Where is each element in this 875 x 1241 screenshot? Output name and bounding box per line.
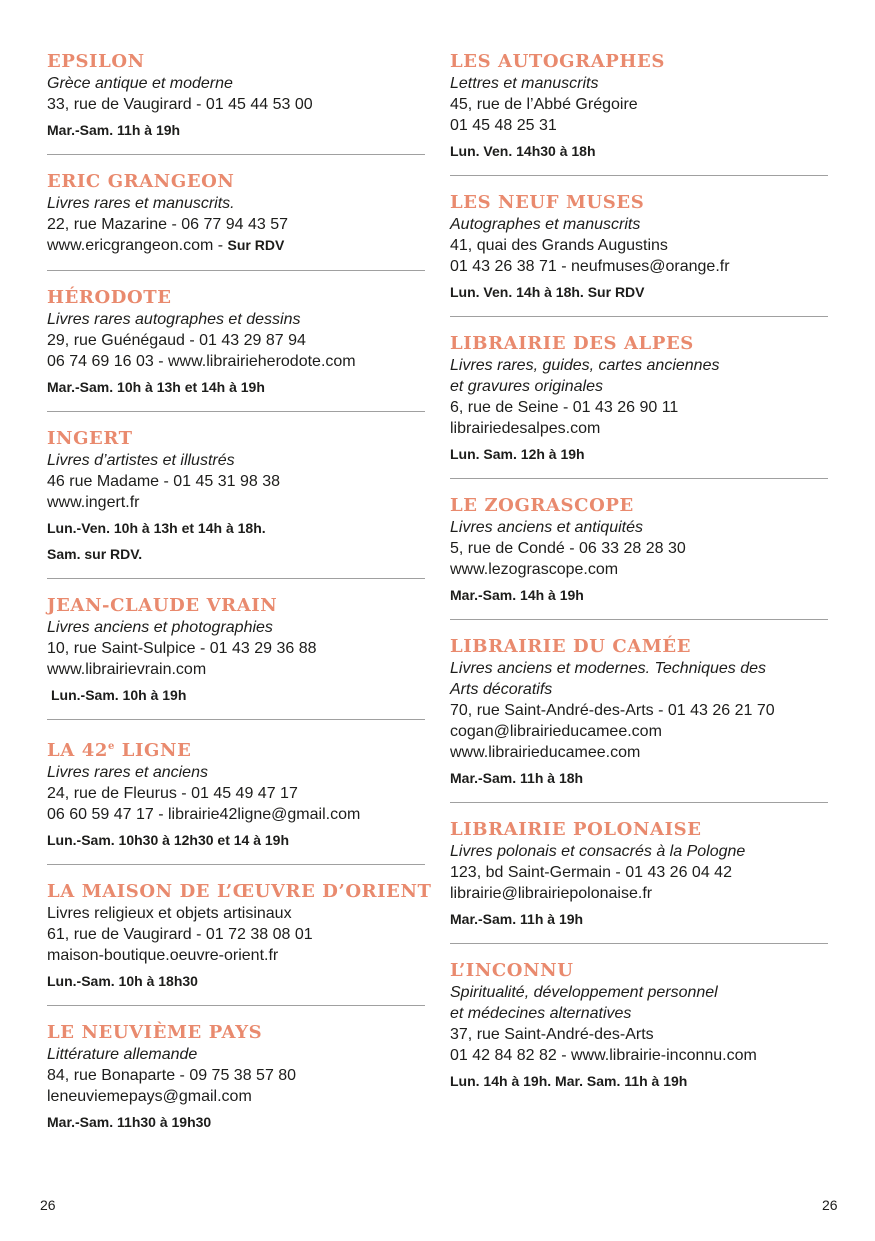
shop-specialty: Grèce antique et moderne (47, 75, 233, 92)
separator (450, 478, 828, 479)
separator (47, 719, 425, 720)
shop-name-suffix: LIGNE (114, 740, 192, 761)
shop-specialty: Livres anciens et antiquités (450, 519, 643, 536)
shop-email: leneuviemepays@gmail.com (47, 1088, 252, 1105)
shop-name: LES NEUF MUSES (450, 192, 645, 213)
separator (450, 802, 828, 803)
separator (47, 411, 425, 412)
shop-name: LA MAISON DE L’ŒUVRE D’ORIENT (47, 881, 432, 902)
shop-address: 22, rue Mazarine - 06 77 94 43 57 (47, 216, 289, 233)
shop-hours: Mar.-Sam. 11h à 19h (47, 122, 181, 138)
shop-eric-grangeon (47, 170, 425, 256)
shop-name: L’INCONNU (450, 960, 574, 981)
shop-name (47, 735, 425, 762)
separator (450, 316, 828, 317)
shop-website-line (47, 235, 425, 256)
shop-website: www.ingert.fr (47, 494, 140, 511)
shop-specialty-line-1: Livres rares, guides, cartes anciennes (450, 357, 720, 374)
shop-hours: Mar.-Sam. 14h à 19h (450, 587, 584, 603)
shop-address: 70, rue Saint-André-des-Arts - 01 43 26 21 70 (450, 702, 775, 719)
shop-hours: Lun. 14h à 19h. Mar. Sam. 11h à 19h (450, 1073, 688, 1089)
shop-name: EPSILON (47, 51, 145, 72)
shop-l-inconnu (450, 959, 828, 1091)
shop-hours: Lun.-Sam. 10h à 18h30 (47, 973, 198, 989)
shop-name: JEAN-CLAUDE VRAIN (47, 595, 278, 616)
separator (47, 154, 425, 155)
shop-phone-email: 06 60 59 47 17 - librairie42ligne@gmail.com (47, 806, 361, 823)
shop-name: ERIC GRANGEON (47, 171, 235, 192)
shop-maison-oeuvre-orient (47, 880, 432, 991)
shop-specialty: Livres anciens et photographies (47, 619, 273, 636)
separator (47, 864, 425, 865)
shop-address: 41, quai des Grands Augustins (450, 237, 668, 254)
shop-website: www.ericgrangeon.com (47, 237, 214, 254)
separator (450, 619, 828, 620)
separator (47, 578, 425, 579)
shop-phone: 01 45 48 25 31 (450, 117, 557, 134)
shop-phone-website: 01 42 84 82 82 - www.librairie-inconnu.com (450, 1047, 757, 1064)
shop-ingert (47, 427, 425, 564)
shop-specialty: Livres rares autographes et dessins (47, 311, 301, 328)
shop-hours: Mar.-Sam. 11h à 19h (450, 911, 584, 927)
shop-name-superscript: e (107, 741, 115, 752)
shop-hours: Lun.-Sam. 10h30 à 12h30 et 14 à 19h (47, 832, 290, 848)
shop-address: 84, rue Bonaparte - 09 75 38 57 80 (47, 1067, 297, 1084)
shop-website: librairiedesalpes.com (450, 420, 601, 437)
shop-specialty-line-1: Spiritualité, développement personnel (450, 984, 718, 1001)
shop-les-autographes (450, 50, 828, 161)
shop-name: LE ZOGRASCOPE (450, 495, 634, 516)
shop-hours: Mar.-Sam. 10h à 13h et 14h à 19h (47, 379, 265, 395)
shop-website: www.librairievrain.com (47, 661, 207, 678)
shop-librairie-polonaise (450, 818, 828, 929)
page-number-left: 26 (40, 1197, 56, 1213)
shop-website: www.lezograscope.com (450, 561, 619, 578)
shop-website: maison-boutique.oeuvre-orient.fr (47, 947, 279, 964)
shop-le-zograscope (450, 494, 828, 605)
shop-hours: Lun. Ven. 14h à 18h. Sur RDV (450, 284, 645, 300)
shop-phone-website: 06 74 69 16 03 - www.librairieherodote.com (47, 353, 356, 370)
separator (450, 175, 828, 176)
shop-hours: Lun.-Sam. 10h à 19h (51, 687, 187, 703)
shop-la-42e-ligne (47, 735, 425, 850)
shop-address: 45, rue de l’Abbé Grégoire (450, 96, 638, 113)
shop-name: LE NEUVIÈME PAYS (47, 1022, 263, 1043)
shop-specialty-line-2: et médecines alternatives (450, 1005, 632, 1022)
shop-address: 5, rue de Condé - 06 33 28 28 30 (450, 540, 686, 557)
shop-address: 24, rue de Fleurus - 01 45 49 47 17 (47, 785, 298, 802)
shop-jean-claude-vrain (47, 594, 425, 705)
shop-specialty: Lettres et manuscrits (450, 75, 599, 92)
left-column (47, 50, 432, 1132)
shop-address: 123, bd Saint-Germain - 01 43 26 04 42 (450, 864, 732, 881)
shop-specialty: Livres rares et manuscrits. (47, 195, 235, 212)
shop-address: 33, rue de Vaugirard - 01 45 44 53 00 (47, 96, 313, 113)
shop-name: HÉRODOTE (47, 287, 172, 308)
shop-specialty: Littérature allemande (47, 1046, 198, 1063)
separator (47, 1005, 425, 1006)
shop-specialty-line-2: Arts décoratifs (450, 681, 553, 698)
website-separator: - (213, 237, 228, 254)
shop-address: 37, rue Saint-André-des-Arts (450, 1026, 654, 1043)
shop-email: librairie@librairiepolonaise.fr (450, 885, 653, 902)
shop-specialty: Autographes et manuscrits (450, 216, 641, 233)
shop-email: cogan@librairieducamee.com (450, 723, 662, 740)
shop-hours: Mar.-Sam. 11h à 18h (450, 770, 584, 786)
shop-les-neuf-muses (450, 191, 828, 302)
shop-specialty-line-2: et gravures originales (450, 378, 603, 395)
shop-address: 6, rue de Seine - 01 43 26 90 11 (450, 399, 679, 416)
shop-phone-email: 01 43 26 38 71 - neufmuses@orange.fr (450, 258, 730, 275)
separator (47, 270, 425, 271)
right-column (450, 50, 828, 1091)
shop-specialty: Livres religieux et objets artisinaux (47, 905, 292, 922)
shop-hours: Lun.-Ven. 10h à 13h et 14h à 18h. (47, 520, 266, 536)
shop-name-prefix: LA 42 (47, 740, 108, 761)
shop-specialty: Livres rares et anciens (47, 764, 208, 781)
shop-name: LIBRAIRIE DU CAMÉE (450, 636, 692, 657)
shop-specialty: Livres polonais et consacrés à la Pologne (450, 843, 746, 860)
shop-epsilon (47, 50, 425, 140)
shop-specialty: Livres d’artistes et illustrés (47, 452, 235, 469)
separator (450, 943, 828, 944)
shop-appointment: Sur RDV (227, 237, 285, 253)
shop-address: 61, rue de Vaugirard - 01 72 38 08 01 (47, 926, 313, 943)
shop-hours: Mar.-Sam. 11h30 à 19h30 (47, 1114, 212, 1130)
shop-address: 46 rue Madame - 01 45 31 98 38 (47, 473, 281, 490)
shop-hours: Lun. Ven. 14h30 à 18h (450, 143, 596, 159)
shop-le-neuvieme-pays (47, 1021, 425, 1132)
shop-name: LES AUTOGRAPHES (450, 51, 665, 72)
shop-specialty-line-1: Livres anciens et modernes. Techniques des (450, 660, 767, 677)
shop-website: www.librairieducamee.com (450, 744, 641, 761)
shop-name: LIBRAIRIE POLONAISE (450, 819, 702, 840)
shop-name: INGERT (47, 428, 133, 449)
shop-hours-extra: Sam. sur RDV. (47, 546, 143, 562)
shop-address: 10, rue Saint-Sulpice - 01 43 29 36 88 (47, 640, 317, 657)
shop-name: LIBRAIRIE DES ALPES (450, 333, 694, 354)
shop-address: 29, rue Guénégaud - 01 43 29 87 94 (47, 332, 306, 349)
shop-librairie-des-alpes (450, 332, 828, 464)
page-number-right: 26 (822, 1197, 838, 1213)
shop-hours: Lun. Sam. 12h à 19h (450, 446, 585, 462)
shop-herodote (47, 286, 425, 397)
shop-librairie-du-camee (450, 635, 828, 788)
